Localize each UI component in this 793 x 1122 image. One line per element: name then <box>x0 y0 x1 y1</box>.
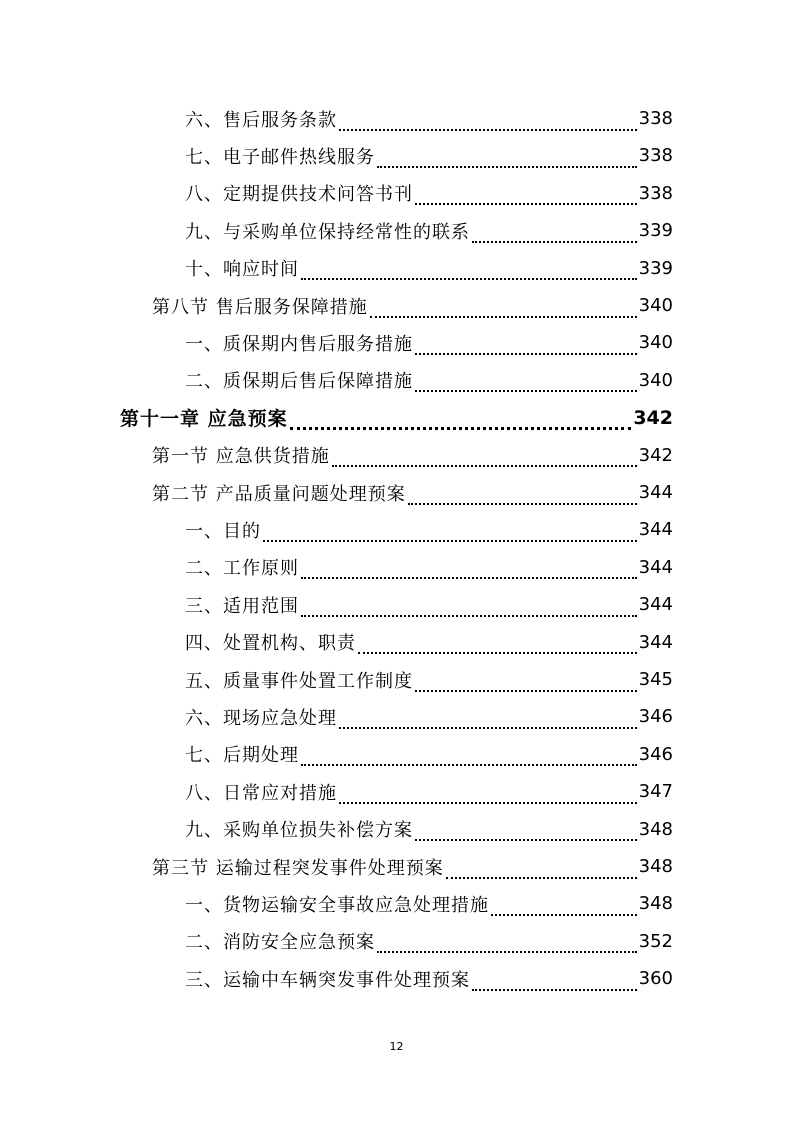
toc-dot-leader <box>491 900 637 916</box>
toc-dot-leader <box>301 601 637 617</box>
toc-entry[interactable] <box>185 324 673 361</box>
toc-entry-title: 二、工作原则 <box>185 558 299 580</box>
toc-entry-title: 一、目的 <box>185 520 261 542</box>
toc-entry[interactable] <box>152 437 673 474</box>
toc-dot-leader <box>377 152 637 168</box>
toc-entry[interactable] <box>185 923 673 960</box>
toc-dot-leader <box>415 189 637 205</box>
toc-dot-leader <box>339 788 637 804</box>
toc-dot-leader <box>415 339 637 355</box>
toc-entry[interactable] <box>152 474 673 511</box>
toc-entry[interactable] <box>185 100 673 137</box>
toc-entry-page: 345 <box>638 669 673 690</box>
toc-entry-page: 348 <box>638 818 673 840</box>
toc-entry[interactable] <box>185 661 673 698</box>
toc-entry[interactable] <box>185 586 673 623</box>
toc-entry-page: 338 <box>638 182 673 204</box>
toc-entry-title: 三、运输中车辆突发事件处理预案 <box>185 969 470 991</box>
toc-entry-title: 一、质保期内售后服务措施 <box>185 333 413 355</box>
toc-dot-leader <box>415 825 637 841</box>
toc-entry[interactable] <box>185 885 673 922</box>
toc-entry-page: 346 <box>638 706 673 728</box>
toc-entry-title: 四、处置机构、职责 <box>185 633 356 655</box>
toc-entry[interactable] <box>185 511 673 548</box>
toc-dot-leader <box>301 563 637 579</box>
toc-entry-page: 339 <box>638 257 673 279</box>
toc-entry[interactable] <box>185 624 673 661</box>
toc-entry[interactable] <box>185 250 673 287</box>
toc-entry-page: 346 <box>638 743 673 765</box>
toc-entry[interactable] <box>185 736 673 773</box>
toc-entry-title: 九、采购单位损失补偿方案 <box>185 820 413 842</box>
toc-entry-page: 344 <box>638 594 673 616</box>
toc-dot-leader <box>446 863 637 879</box>
toc-entry-title: 九、与采购单位保持经常性的联系 <box>185 221 470 243</box>
toc-entry[interactable] <box>185 773 673 810</box>
toc-entry-page: 352 <box>638 930 673 952</box>
toc-entry-page: 338 <box>638 108 673 129</box>
toc-entry[interactable] <box>185 960 673 997</box>
toc-entry-page: 340 <box>638 369 673 391</box>
toc-dot-leader <box>339 115 637 131</box>
toc-entry[interactable] <box>185 212 673 249</box>
toc-entry-page: 339 <box>638 220 673 242</box>
toc-entry-page: 340 <box>638 332 673 354</box>
toc-entry-title: 第十一章 应急预案 <box>120 408 288 431</box>
toc-dot-leader <box>415 376 637 392</box>
toc-dot-leader <box>370 302 637 318</box>
toc-dot-leader <box>290 413 632 430</box>
toc-entry-page: 344 <box>638 519 673 541</box>
toc-entry-title: 第二节 产品质量问题处理预案 <box>152 483 406 505</box>
toc-entry-title: 第八节 售后服务保障措施 <box>152 296 368 318</box>
toc-entry-title: 八、日常应对措施 <box>185 782 337 804</box>
toc-entry-page: 344 <box>638 482 673 503</box>
toc-dot-leader <box>472 227 637 243</box>
toc-entry-page: 342 <box>638 444 673 466</box>
toc-entry-title: 五、质量事件处置工作制度 <box>185 670 413 692</box>
toc-entry-page: 348 <box>638 893 673 915</box>
toc-entry[interactable] <box>185 137 673 174</box>
toc-entry[interactable] <box>185 549 673 586</box>
toc-entry-title: 二、质保期后售后保障措施 <box>185 371 413 393</box>
toc-entry-page: 344 <box>638 631 673 653</box>
toc-dot-leader <box>263 526 637 542</box>
toc-entry-title: 十、响应时间 <box>185 259 299 281</box>
toc-entry[interactable] <box>185 811 673 848</box>
toc-dot-leader <box>472 975 637 991</box>
toc-dot-leader <box>339 713 637 729</box>
toc-entry[interactable] <box>185 698 673 735</box>
toc-entry-title: 六、现场应急处理 <box>185 707 337 729</box>
toc-entry[interactable] <box>152 848 673 885</box>
toc-entry-title: 三、适用范围 <box>185 595 299 617</box>
toc-entry-title: 二、消防安全应急预案 <box>185 932 375 954</box>
toc-entry[interactable] <box>185 362 673 399</box>
page-number: 12 <box>389 1040 404 1053</box>
toc-dot-leader <box>358 638 637 654</box>
toc-dot-leader <box>301 750 637 766</box>
toc-entry-title: 八、定期提供技术问答书刊 <box>185 184 413 206</box>
toc-entry-title: 七、电子邮件热线服务 <box>185 146 375 168</box>
toc-entry-title: 七、后期处理 <box>185 745 299 767</box>
toc-entry-page: 347 <box>638 781 673 803</box>
toc-entry-page: 360 <box>638 968 673 990</box>
toc-entry-title: 第一节 应急供货措施 <box>152 446 330 468</box>
toc-dot-leader <box>301 264 637 280</box>
toc-dot-leader <box>415 676 637 692</box>
toc-entry-page: 340 <box>638 295 673 316</box>
toc-entry-page: 338 <box>638 145 673 167</box>
toc-entry-title: 六、售后服务条款 <box>185 109 337 131</box>
toc-entry[interactable] <box>185 175 673 212</box>
toc-dot-leader <box>332 451 637 467</box>
toc-dot-leader <box>377 937 637 953</box>
toc-dot-leader <box>408 489 637 505</box>
toc-entry-page: 344 <box>638 556 673 578</box>
toc-entry-page: 348 <box>638 856 673 877</box>
toc-entry-title: 第三节 运输过程突发事件处理预案 <box>152 857 444 879</box>
toc-entry-page: 342 <box>633 406 673 429</box>
toc-entry[interactable] <box>120 399 673 436</box>
toc-entry[interactable] <box>152 287 673 324</box>
toc-entry-title: 一、货物运输安全事故应急处理措施 <box>185 894 489 916</box>
